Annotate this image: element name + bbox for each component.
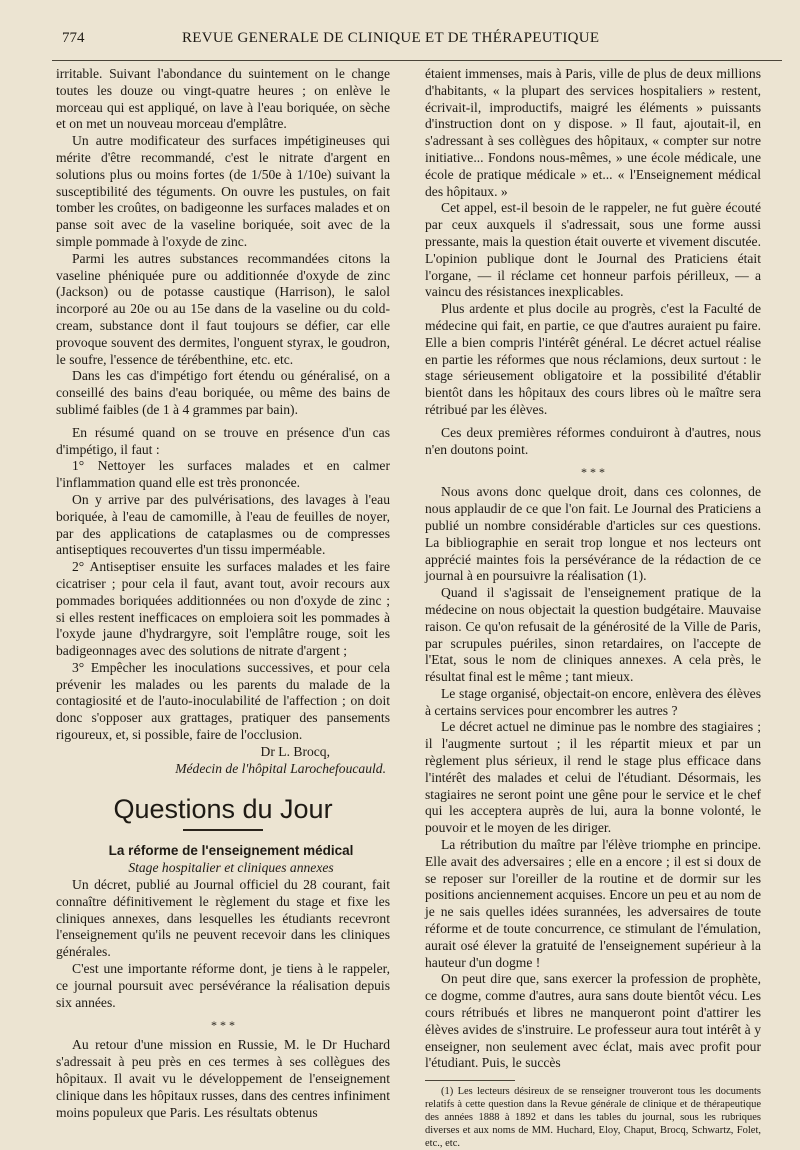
paragraph: Au retour d'une mission en Russie, M. le Dr Huchard s'adressait à peu près en ces termes à ses collègues des hôpitaux. Il avait vu le développement de l'enseignement clinique dans les hôpitaux russes, dans des centres infiniment moins populeux que Paris. Les résultats obtenus <box>56 1037 390 1120</box>
paragraph: irritable. Suivant l'abondance du suintement on le change toutes les douze ou vingt-quatre heures ; on enlève le morceau qui est appliqué, on lave à l'eau boriquée, on sèche et on met un nouveau morceau d'emplâtre. <box>56 66 390 132</box>
paragraph: Le décret actuel ne diminue pas le nombre des stagiaires ; il l'augmente surtout ; il les répartit mieux et par un règlement plus sérieux, il rend le stage plus efficace dans l'intérêt des malades et celui de l'étudiant. Désormais, les stagiaires ne seront point une gêne pour le service et le chef qui les acceptera auprès de lui, aura la bonne volonté, le pouvoir et le moyen de les diriger. <box>425 719 761 836</box>
section-rule <box>183 829 263 831</box>
author-role: Médecin de l'hôpital Larochefoucauld. <box>175 760 386 776</box>
asterism: * * * <box>211 1018 235 1033</box>
paragraph: Ces deux premières réformes conduiront à d'autres, nous n'en doutons point. <box>425 424 761 457</box>
paragraph: C'est une importante réforme dont, je tiens à le rappeler, ce journal poursuit avec persévérance la réalisation depuis six années. <box>56 961 390 1010</box>
paragraph: Le stage organisé, objectait-on encore, enlèvera des élèves à certains services pour encombrer les autres ? <box>425 685 761 718</box>
left-column <box>56 66 390 1121</box>
running-title: REVUE GENERALE DE CLINIQUE ET DE THÉRAPEUTIQUE <box>182 30 600 46</box>
article-title: La réforme de l'enseignement médical <box>108 843 354 859</box>
paragraph: Parmi les autres substances recommandées citons la vaseline phéniquée pure ou additionnée d'oxyde de zinc (Jackson) ou de potasse caustique (Harrison), le salol incorporé au 20e ou au 15e dans de la vaseline ou du cold-cream, substance dont il faut toujours se défier, car elle provoque souvent des dermites, l'onguent styrax, le goudron, le soufre, l'essence de térébenthine, etc. etc. <box>56 250 390 367</box>
paragraph: 1° Nettoyer les surfaces malades et en calmer l'inflammation quand elle est très prononcée. <box>56 458 390 491</box>
paragraph: Un autre modificateur des surfaces impétigineuses qui mérite d'être recommandé, c'est le nitrate d'argent en solutions plus ou moins fortes (de 1/50e à 1/10e) suivant la susceptibilité des téguments. On ouvre les pustules, on fait tomber les croûtes, on badigeonne les surfaces malades et on panse soit avec de la vaseline boriquée, soit avec de la simple pommade à l'oxyde de zinc. <box>56 133 390 249</box>
paragraph: On peut dire que, sans exercer la profession de prophète, ce dogme, comme d'autres, aura sans doute bientôt vécu. Les cours rétribués et libres ne manqueront point d'attirer les élèves avides de s'instruire. Le professeur aura tout intérêt à y enseigner, non seulement avec éclat, mais avec profit pour l'étudiant. Puis, le succès <box>425 971 761 1071</box>
header-rule <box>52 60 782 61</box>
paragraph: Nous avons donc quelque droit, dans ces colonnes, de nous applaudir de ce que l'on fait. Le Journal des Praticiens a publié un nombre considérable d'articles sur ces questions. La bibliographie en serait trop longue et nos lecteurs ont apprécié maintes fois la persévérance de la rédaction de ce journal à en poursuivre la réalisation (1). <box>425 484 761 584</box>
paragraph: Un décret, publié au Journal officiel du 28 courant, fait connaître définitivement le règlement du stage et fixe les cliniques annexes, dans lesquelles les étudiants recevront l'enseignement qu'ils ne peuvent recevoir dans les cliniques générales. <box>56 877 390 960</box>
paragraph: Plus ardente et plus docile au progrès, c'est la Faculté de médecine qui fait, en partie, ce que d'autres auraient pu faire. Elle a bien compris l'intérêt général. Le décret actuel réalise en partie les réformes que nous réclamions, deux surtout : le stage sérieusement obligatoire et la possibilité d'établir bientôt dans les hôpitaux des cours libres où le maître sera rétribué par les élèves. <box>425 301 761 417</box>
page-number: 774 <box>62 30 85 46</box>
paragraph: On y arrive par des pulvérisations, des lavages à l'eau boriquée, à l'eau de camomille, à l'eau de feuilles de noyer, par des applications de cataplasmes ou de compresses antiseptiques recouvertes d'un tissu imperméable. <box>56 491 390 558</box>
asterism: * * * <box>581 465 605 480</box>
paragraph: La rétribution du maître par l'élève triomphe en principe. Elle avait des adversaires ; elle en a encore ; il est si doux de se reposer sur l'oreiller de la routine et de dormir sur les positions anciennement acquises. Encore un peu et au nom de je ne sais quelles idées surannées, les adversaires de toute réforme et de toute concurrence, ce stimulant de l'émulation, aurait osé élever la gratuité de l'enseignement supérieur à la hauteur d'un dogme ! <box>425 837 761 970</box>
paragraph: 3° Empêcher les inoculations successives, et pour cela prévenir les malades ou les parents du malade de la contagiosité et de l'auto-inoculabilité de l'affection ; on doit donc s'opposer aux grattages, pratiquer des pansements rigoureux, et, si possible, faire de l'occlusion. <box>56 659 390 743</box>
right-column <box>425 66 761 1150</box>
paragraph: étaient immenses, mais à Paris, ville de plus de deux millions d'habitants, « la plupart des services hospitaliers » restent, écrivait-il, improductifs, maigré les éléments » puissants d'instruction dont on y dispose. » Il faut, ajoutait-il, en s'adressant à ses collègues des hôpitaux, « compter sur notre initiative... Fondons nous-mêmes, » une école médicale, une école de pratique médicale » et... « l'Enseignement médical des hôpitaux. » <box>425 66 761 199</box>
section-title: Questions du Jour <box>113 794 333 825</box>
footnote: (1) Les lecteurs désireux de se renseigner trouveront tous les documents relatifs à cette question dans la Revue générale de clinique et de thérapeutique des années 1888 à 1892 et dans les tables du journal, sous les rubriques diverses et aux noms de MM. Huchard, Eloy, Chaput, Brocq, Schwartz, Folet, etc., etc. <box>425 1086 761 1150</box>
footnote-rule <box>425 1080 515 1081</box>
author-signature: Dr L. Brocq, <box>260 743 330 759</box>
running-header <box>62 30 762 52</box>
paragraph: 2° Antiseptiser ensuite les surfaces malades et les faire cicatriser ; pour cela il faut, avant tout, avoir recours aux pommades boriquées additionnées ou non d'oxyde de zinc ; si elles restent inefficaces on emploiera soit les pommades à l'oxyde jaune d'hydrargyre, soit l'emplâtre rouge, soit les badigeonnages avec des solutions de nitrate d'argent ; <box>56 559 390 659</box>
paragraph: Quand il s'agissait de l'enseignement pratique de la médecine on nous objectait la question budgétaire. Mauvaise raison. Ce qu'on refusait de la générosité de la Ville de Paris, par scrupules puériles, sinon retardaires, on l'accepte de l'Etat, sous le nom de cliniques annexes. A cela près, le résultat final est le même ; tant mieux. <box>425 585 761 685</box>
paragraph: Cet appel, est-il besoin de le rappeler, ne fut guère écouté par ceux auxquels il s'adressait, sous une forme aussi pressante, mais la question était ouverte et vivement discutée. L'opinion publique dont le Journal des Praticiens était l'organe, — il réclame cet honneur parfois périlleux, — a vaincu des résistances inexplicables. <box>425 200 761 300</box>
paragraph: En résumé quand on se trouve en présence d'un cas d'impétigo, il faut : <box>56 424 390 457</box>
paragraph: Dans les cas d'impétigo fort étendu ou généralisé, on a conseillé des bains d'eau boriquée, ou même des bains de sublimé faibles (de 1 à 4 grammes par bain). <box>56 368 390 417</box>
article-subtitle: Stage hospitalier et cliniques annexes <box>128 860 334 876</box>
